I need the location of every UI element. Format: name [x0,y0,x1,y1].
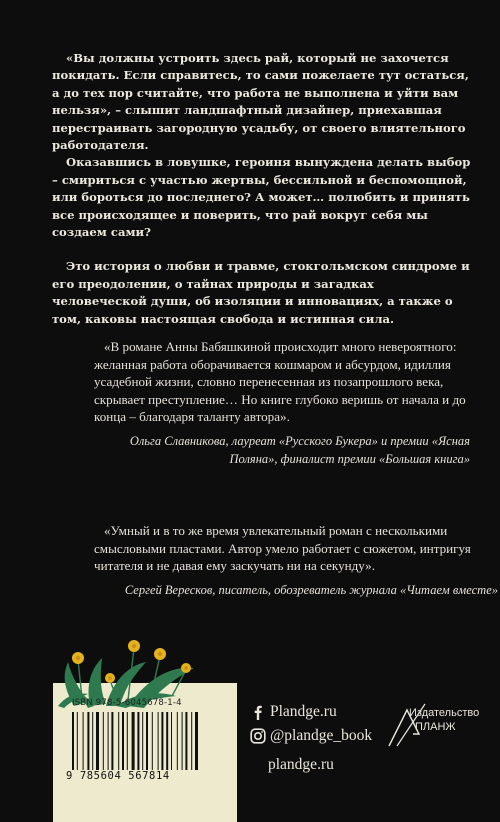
annotation-paragraph-1: «Вы должны устроить здесь рай, который не захочется покидать. Если справитесь, то сами пожелаете тут остаться, а до тех пор считайте, что работа не выполнена и уйти вам нельзя», – слышит ландшафтный дизайнер, приехавшая перестраивать загородную усадьбу, от своего влиятельного работодателя. [52,51,469,153]
review-quote-1 [94,338,470,468]
review-quote-2 [94,522,498,599]
website-url: plandge.ru [268,756,334,773]
annotation-paragraph-3: Это история о любви и травме, стокгольмском синдроме и его преодолении, о тайнах природы и загадках человеческой души, об изоляции и инновациях, а также о том, каковы настоящая свобода и истинная сила. [52,259,470,326]
isbn-label: ISBN 978-5-6045678-1-4 [72,698,182,708]
review-quote-attribution: Ольга Славникова, лауреат «Русского Букера» и премии «Ясная Поляна», финалист премии «Большая книга» [129,433,470,466]
instagram-icon [250,728,266,744]
publisher-name: ПЛАНЖ [415,721,456,733]
barcode [70,712,226,770]
annotation-paragraph-2: Оказавшись в ловушке, героиня вынуждена делать выбор – смириться с участью жертвы, бессильной и беспомощной, или бороться до последнего? А может… полюбить и принять все происходящее и поверить, что рай вокруг себя мы создаем сами? [52,155,471,240]
instagram-handle: @plandge_book [270,727,373,744]
publisher-label: Издательство [409,707,480,719]
barcode-number: 9 785604 567814 [66,770,170,782]
facebook-handle: Plandge.ru [270,703,337,720]
review-quote-attribution: Сергей Вересков, писатель, обозреватель журнала «Читаем вместе» [124,582,498,597]
annotation [52,50,472,328]
review-quote-text: «В романе Анны Бабяшкиной происходит много невероятного: желанная работа оборачивается кошмаром и абсурдом, идиллия усадебной жизни, словно перенесенная из позапрошлого века, скрывает преступление… Но книге глубоко веришь от начала и до конца – благодаря таланту автора». [94,339,466,425]
facebook-icon [250,704,266,720]
review-quote-text: «Умный и в то же время увлекательный роман с несколькими смысловыми пластами. Автор умело работает с сюжетом, интригуя читателя и не давая ему заскучать ни на секунду». [94,523,471,574]
